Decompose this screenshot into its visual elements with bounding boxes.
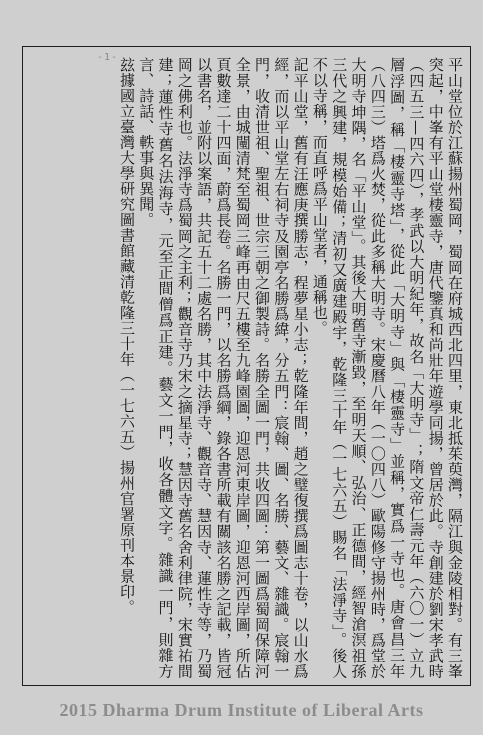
vertical-text-body (27, 57, 464, 679)
watermark: 2015 Dharma Drum Institute of Liberal Arts (59, 700, 424, 720)
paragraph-contents: 記平山堂，舊有汪應庚撰勝志，程夢星小志；乾隆年間，趙之璧復撰爲圖志十卷，以山水爲經，而以平山堂左右祠寺及園亭名勝爲緯，分五門：宸翰、圖、名勝、藝文、雜識。宸翰一門，收清世祖、聖祖、世宗三朝之御製詩。名勝全圖一門，共收四圖：第一圖爲蜀岡保障河全景，由城闉清梵至蜀岡三峰再由尺五樓至九峰園圖，迎恩河東岸圖，迎恩河西岸圖，所佔頁數達二十四面，蔚爲長卷。名勝一門，以名勝爲綱，錄各書所載有關該名勝之記載，皆冠以書名，並附以案語，共記五十二處名勝，其中法淨寺、觀音寺、慧因寺、蓮性寺等，乃蜀岡之佛利也。法淨寺爲蜀岡之主利；觀音寺乃宋之摘星寺；慧因寺舊名舍利律院，宋實祐間建；蓮性寺舊名法海寺，元至正間僧爲正建。藝文一門，收各體文字。雜識一門，則雜方言、詩話、軼事與異聞。 (137, 57, 310, 679)
paragraph-intro: 平山堂位於江蘇揚州蜀岡，蜀岡在府城西北四里，東北抵茱萸灣，隔江與金陵相對。有三峯突起，中峯有平山堂棲靈寺，唐代鑒真和尚壯年遊學同揚，曾居於此。寺創建於劉宋孝武時（四五三—四六四），孝武以大明紀年，故名「大明寺」；隋文帝仁壽元年（六〇一）立九層浮圖，稱「棲靈寺塔」，從此「大明寺」與「棲靈寺」並稱，實爲一寺也。唐會昌三年（八四三）塔爲火焚，從此多稱大明寺。宋慶曆八年（一〇四八）歐陽修守揚州時，爲堂於大明寺坤隅，名「平山堂」。其後大明舊寺漸毀，至明天順、弘治、正德間，經智滄溟祖孫三代之興建，規模始備；清初又廣建殿宇，乾隆三十年（一七六五）賜名「法淨寺」。後人不以寺稱，而直呼爲平山堂者，通稱也。 (310, 57, 464, 679)
page-number: -1- (97, 52, 119, 63)
paragraph-source: 玆據國立臺灣大學研究圖書館藏清乾隆三十年（一七六五）揚州官署原刊本景印。 (117, 57, 136, 615)
text-frame (22, 46, 471, 686)
